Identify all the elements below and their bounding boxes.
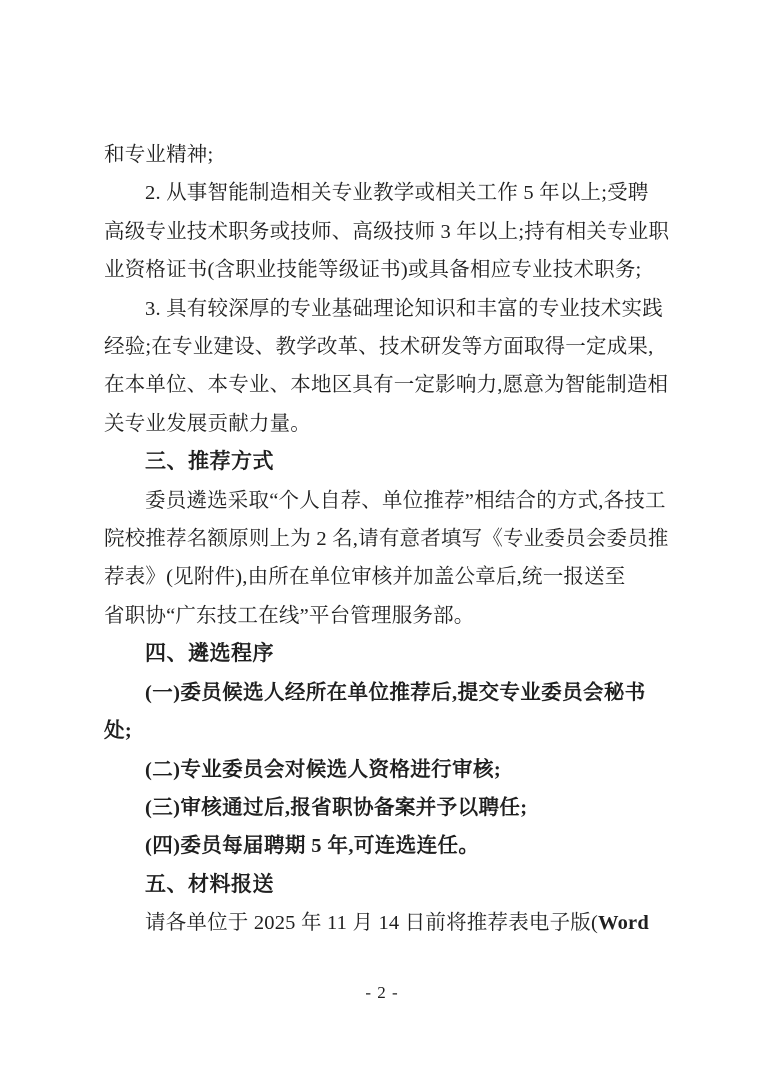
text-line: 院校推荐名额原则上为 2 名,请有意者填写《专业委员会委员推 xyxy=(104,528,669,551)
section-heading-recommendation-method: 三、推荐方式 xyxy=(145,450,274,474)
text-line: 委员遴选采取“个人自荐、单位推荐”相结合的方式,各技工 xyxy=(145,489,666,512)
text-run: 请各单位于 2025 年 11 月 14 日前将推荐表电子版( xyxy=(145,912,599,935)
text-line-criterion-2: 2. 从事智能制造相关专业教学或相关工作 5 年以上;受聘 xyxy=(145,182,649,205)
text-line: 关专业发展贡献力量。 xyxy=(104,412,311,435)
text-run-bold-word: Word xyxy=(598,912,649,935)
text-line-step-2: (二)专业委员会对候选人资格进行审核; xyxy=(145,758,502,781)
text-line: 处; xyxy=(104,720,133,743)
section-heading-material-submission: 五、材料报送 xyxy=(145,872,274,896)
text-line-step-1: (一)委员候选人经所在单位推荐后,提交专业委员会秘书 xyxy=(145,681,646,704)
page-number: - 2 - xyxy=(365,983,399,1002)
text-line: 业资格证书(含职业技能等级证书)或具备相应专业技术职务; xyxy=(104,259,642,282)
text-line: 高级专业技术职务或技师、高级技师 3 年以上;持有相关专业职 xyxy=(104,220,670,243)
text-line: 荐表》(见附件),由所在单位审核并加盖公章后,统一报送至 xyxy=(104,566,626,589)
text-line: 经验;在专业建设、教学改革、技术研发等方面取得一定成果, xyxy=(104,336,654,359)
text-line: 省职协“广东技工在线”平台管理服务部。 xyxy=(104,604,475,627)
section-heading-selection-procedure: 四、遴选程序 xyxy=(145,642,274,666)
text-line: 和专业精神; xyxy=(104,144,214,166)
text-line-criterion-3: 3. 具有较深厚的专业基础理论知识和丰富的专业技术实践 xyxy=(145,297,663,320)
text-line-step-4: (四)委员每届聘期 5 年,可连选连任。 xyxy=(145,835,480,858)
document-body xyxy=(104,136,670,943)
text-line-step-3: (三)审核通过后,报省职协备案并予以聘任; xyxy=(145,796,528,819)
text-line-deadline xyxy=(104,904,664,942)
text-line: 在本单位、本专业、本地区具有一定影响力,愿意为智能制造相 xyxy=(104,374,669,397)
